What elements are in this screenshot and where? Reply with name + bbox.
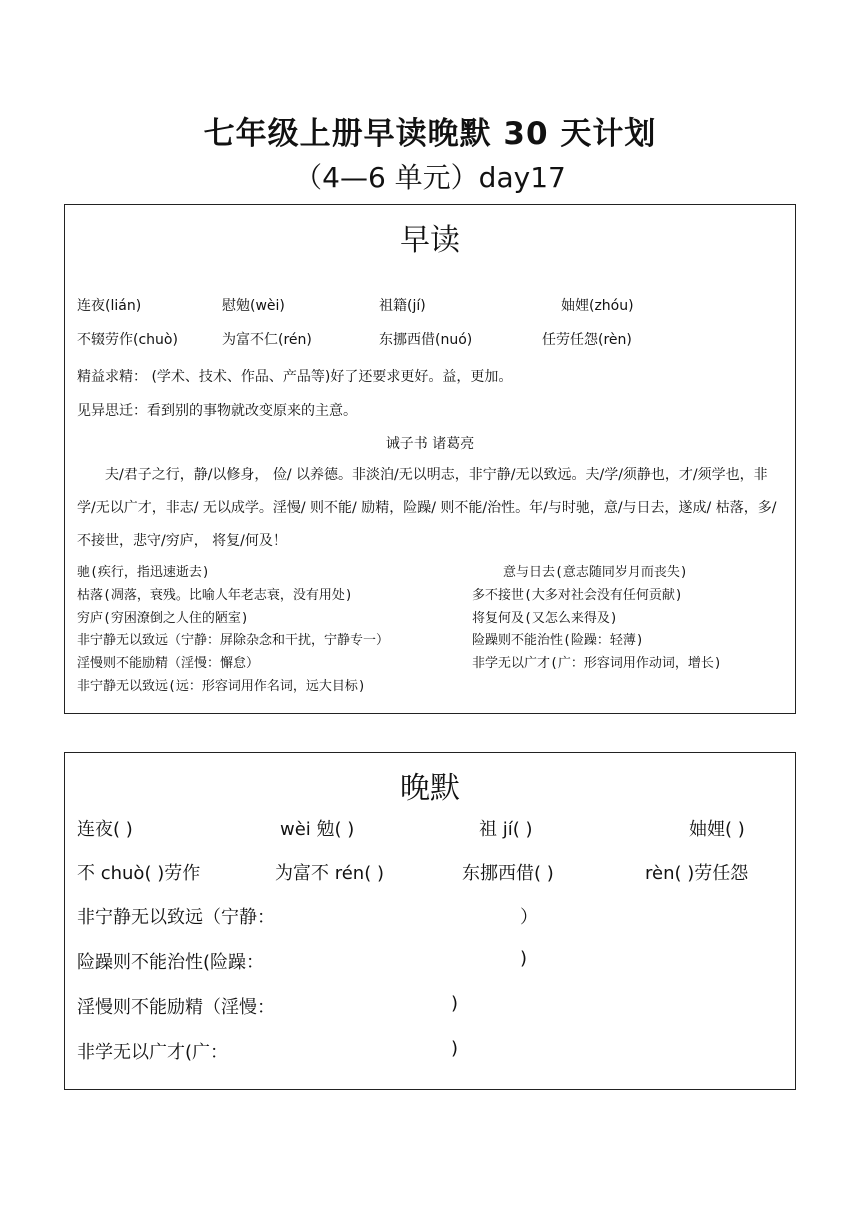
fill-blank-item: 东挪西借( ) [462, 863, 554, 884]
evening-recitation-box [64, 752, 796, 1090]
note-right: 将复何及(又怎么来得及) [472, 611, 618, 626]
fill-blank-item: rèn( )劳任怨 [645, 863, 749, 884]
note-right: 险躁则不能治性(险躁：轻薄) [472, 633, 644, 648]
evening-title: 晚默 [400, 771, 460, 806]
closing-paren: ) [451, 993, 459, 1014]
vocab-item: 慰勉(wèi) [222, 298, 285, 314]
note-right: 多不接世(大多对社会没有任何贡献) [472, 588, 683, 603]
note-right: 意与日去(意志随同岁月而丧失) [503, 565, 688, 580]
note-left: 枯落(凋落，衰残。比喻人年老志衰，没有用处) [77, 588, 353, 603]
note-left: 驰(疾行，指迅速逝去) [77, 565, 210, 580]
morning-reading-box [64, 204, 796, 714]
page-title: 七年级上册早读晚默 30 天计划 [203, 116, 657, 152]
vocab-item: 不辍劳作(chuò) [77, 332, 178, 348]
fill-blank-item: 不 chuò( )劳作 [77, 863, 201, 884]
definition-prompt: 淫慢则不能励精（淫慢： [77, 997, 275, 1018]
note-left: 非宁静无以致远(远：形容词用作名词，远大目标) [77, 679, 366, 694]
poem-title: 诫子书 诸葛亮 [385, 436, 475, 452]
closing-paren: ） [520, 907, 538, 928]
fill-blank-item: 祖 jí( ) [479, 819, 533, 840]
poem-text: 夫/君子之行，静/以修身， 俭/ 以养德。非淡泊/无以明志，非宁静/无以致远。夫/学/须静也，才/须学也，非学/无以广才，非志/ 无以成学。淫慢/ 则不能/ 励精，险躁/ 则不能/治性。年/与时驰，意/与日去，遂成/ 枯落，多/ 不接世，悲守/穷庐， 将复/何及！ [77, 467, 777, 549]
note-left: 穷庐(穷困潦倒之人住的陋室) [77, 611, 249, 626]
vocab-item: 连夜(lián) [77, 298, 142, 314]
note-left: 非宁静无以致远（宁静：屏除杂念和干扰，宁静专一） [77, 633, 390, 648]
vocab-item: 祖籍(jí) [379, 298, 426, 314]
closing-paren: ) [451, 1038, 459, 1059]
definition-prompt: 非学无以广才(广： [77, 1042, 229, 1063]
morning-title: 早读 [400, 223, 460, 258]
page-subtitle: （4—6 单元）day17 [294, 161, 566, 194]
fill-blank-item: 为富不 rén( ) [275, 863, 384, 884]
definition-prompt: 险躁则不能治性(险躁： [77, 952, 265, 973]
closing-paren: ) [520, 948, 528, 969]
fill-blank-item: wèi 勉( ) [280, 819, 355, 840]
definition-prompt: 非宁静无以致远（宁静： [77, 907, 275, 928]
idiom-definition: 见异思迁：看到别的事物就改变原来的主意。 [77, 403, 357, 419]
note-left: 淫慢则不能励精（淫慢：懈怠） [77, 656, 260, 671]
fill-blank-item: 妯娌( ) [689, 819, 745, 840]
vocab-item: 妯娌(zhóu) [561, 298, 634, 314]
note-right: 非学无以广才(广：形容词用作动词，增长) [472, 656, 722, 671]
vocab-item: 任劳任怨(rèn) [542, 332, 632, 348]
fill-blank-item: 连夜( ) [77, 819, 133, 840]
idiom-definition: 精益求精： (学术、技术、作品、产品等)好了还要求更好。益，更加。 [77, 369, 513, 385]
vocab-item: 为富不仁(rén) [222, 332, 312, 348]
vocab-item: 东挪西借(nuó) [379, 332, 473, 348]
